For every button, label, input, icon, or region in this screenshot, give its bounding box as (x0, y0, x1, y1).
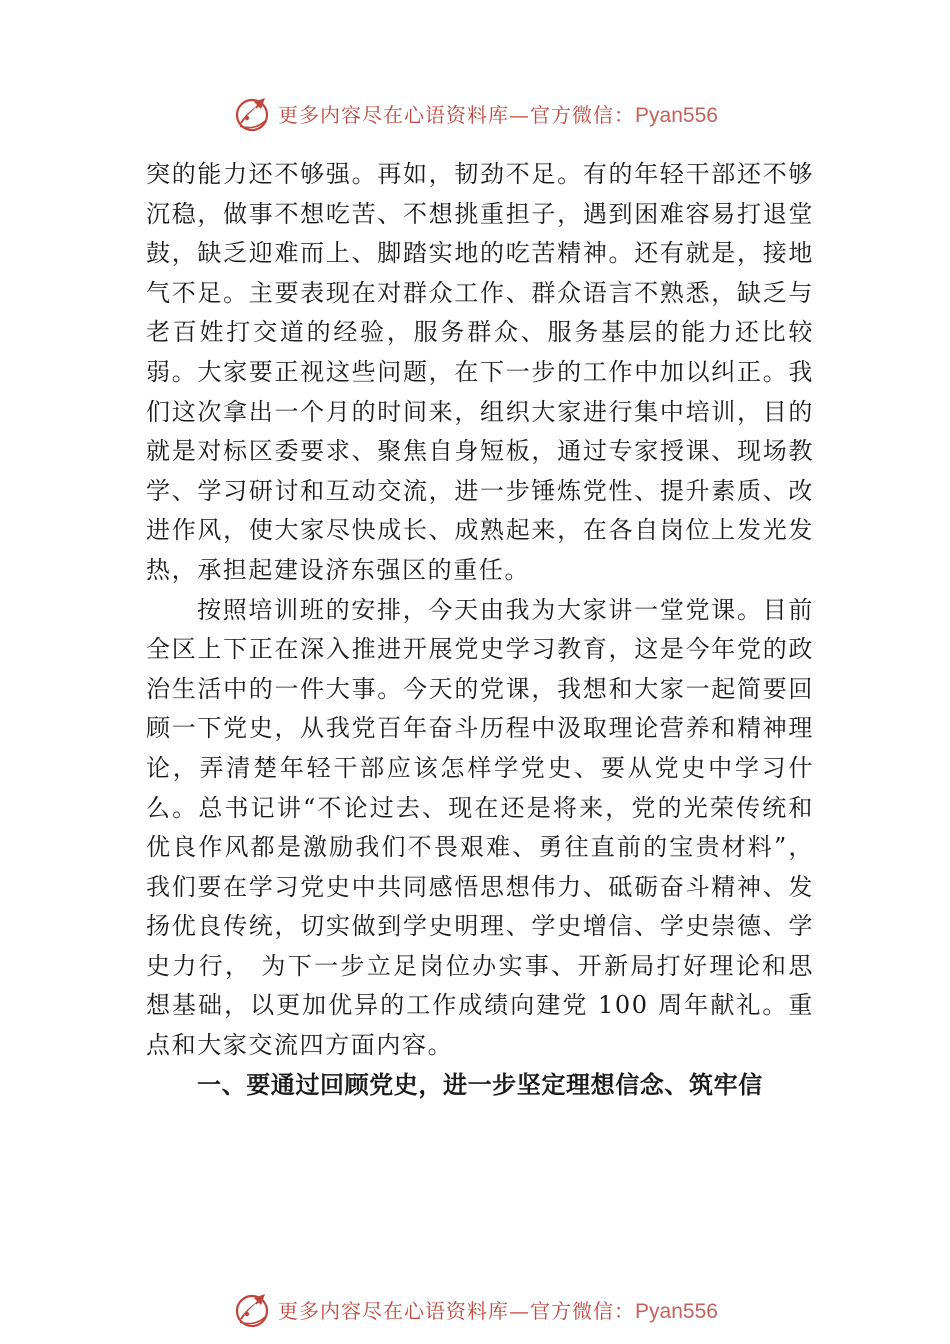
banner-wechat-label: 官方微信： (530, 1298, 636, 1323)
header-banner (0, 90, 950, 136)
banner-wechat-id: Pyan556 (635, 1299, 718, 1323)
section-heading: 一、要通过回顾党史，进一步坚定理想信念、筑牢信 (197, 1070, 763, 1099)
banner-separator: — (509, 102, 531, 127)
pen-nib-logo-icon (232, 93, 272, 133)
banner-text (278, 99, 718, 128)
banner-separator: — (509, 1298, 531, 1323)
banner-text (278, 1295, 718, 1324)
banner-slogan: 更多内容尽在心语资料库 (278, 1298, 510, 1323)
pen-nib-logo-icon (232, 1289, 272, 1329)
banner-wechat-label: 官方微信： (530, 102, 636, 127)
banner-wechat-id: Pyan556 (635, 103, 718, 127)
paragraph: 突的能力还不够强。再如，韧劲不足。有的年轻干部还不够沉稳，做事不想吃苦、不想挑重担子，遇到困难容易打退堂鼓，缺乏迎难而上、脚踏实地的吃苦精神。还有就是，接地气不足。主要表现在对群众工作、群众语言不熟悉，缺乏与老百姓打交道的经验，服务群众、服务基层的能力还比较弱。大家要正视这些问题，在下一步的工作中加以纠正。我们这次拿出一个月的时间来，组织大家进行集中培训，目的就是对标区委要求、聚焦自身短板，通过专家授课、现场教学、学习研讨和互动交流，进一步锤炼党性、提升素质、改进作风，使大家尽快成长、成熟起来，在各自岗位上发光发热，承担起建设济东强区的重任。 (146, 160, 814, 584)
footer-banner (0, 1286, 950, 1332)
banner-slogan: 更多内容尽在心语资料库 (278, 102, 510, 127)
paragraph: 按照培训班的安排，今天由我为大家讲一堂党课。目前全区上下正在深入推进开展党史学习教育，这是今年党的政治生活中的一件大事。今天的党课，我想和大家一起简要回顾一下党史，从我党百年奋斗历程中汲取理论营养和精神理论，弄清楚年轻干部应该怎样学党史、要从党史中学习什么。总书记讲“不论过去、现在还是将来，党的光荣传统和优良作风都是激励我们不畏艰难、勇往直前的宝贵材料”，我们要在学习党史中共同感悟思想伟力、砥砺奋斗精神、发扬优良传统，切实做到学史明理、学史增信、学史崇德、学史力行， 为下一步立足岗位办实事、开新局打好理论和思想基础，以更加优异的工作成绩向建党 100 周年献礼。重点和大家交流四方面内容。 (146, 595, 814, 1060)
document-body (146, 155, 814, 1105)
